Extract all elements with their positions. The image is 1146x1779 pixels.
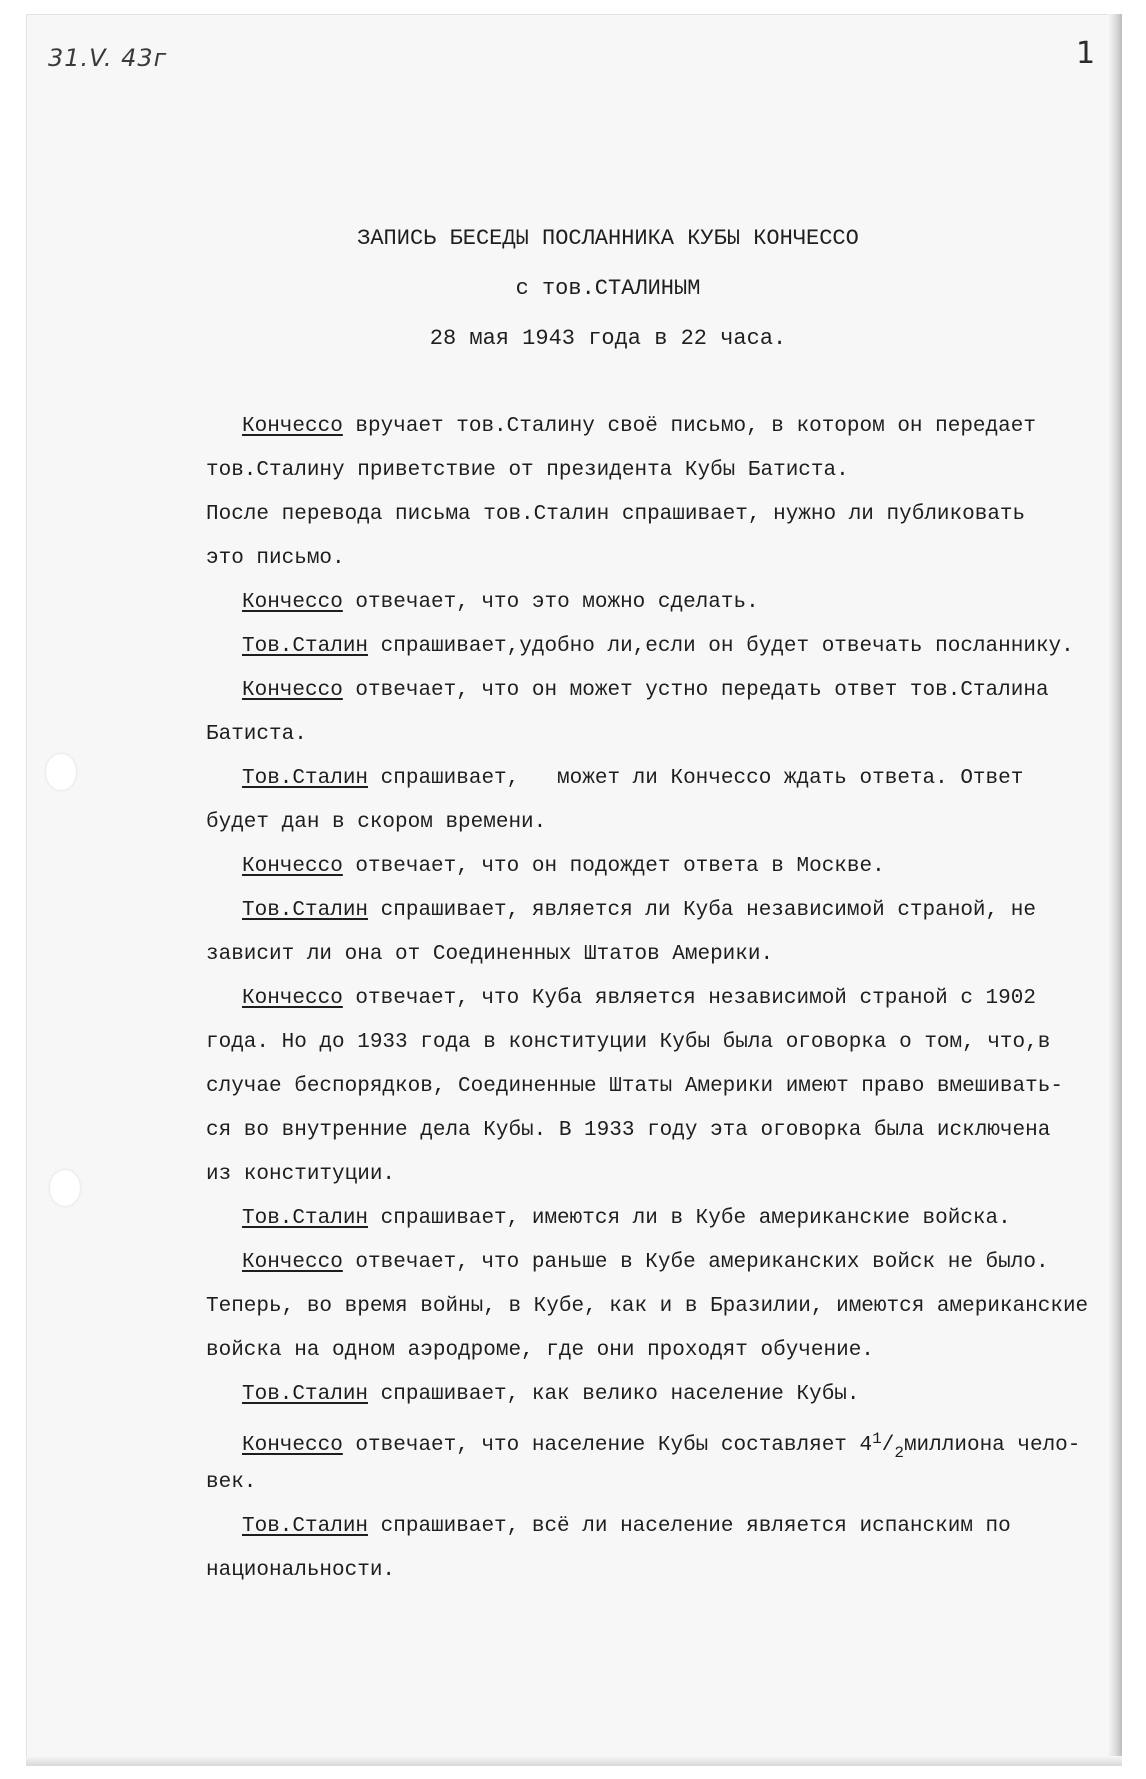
speaker-name: Тов.Сталин: [242, 899, 369, 922]
line-text: из конституции.: [206, 1163, 396, 1186]
line-text: года. Но до 1933 года в конституции Кубы была оговорка о том, что,в: [206, 1031, 1051, 1054]
document-date: 28 мая 1943 года в 22 часа.: [429, 326, 787, 351]
line-text: отвечает, что он подождет ответа в Москве.: [342, 855, 885, 878]
text-line: [206, 1074, 1063, 1100]
line-text: ся во внутренние дела Кубы. В 1933 году эта оговорка была исключена: [206, 1119, 1051, 1142]
line-text: вручает тов.Сталину своё письмо, в котором он передает: [342, 415, 1036, 438]
line-text: Теперь, во время войны, в Кубе, как и в Бразилии, имеются американские: [206, 1295, 1089, 1318]
line-text: спрашивает, является ли Куба независимой страной, не: [368, 899, 1036, 922]
speaker-name: Тов.Сталин: [242, 1515, 369, 1538]
document-subtitle: с тов.СТАЛИНЫМ: [515, 276, 701, 301]
line-text: будет дан в скором времени.: [206, 811, 547, 834]
text-line: [206, 1162, 395, 1188]
speaker-name: Кончессо: [242, 855, 343, 878]
text-line: [206, 1470, 256, 1496]
text-line: [206, 1030, 1050, 1056]
line-text: отвечает, что он может устно передать ответ тов.Сталина: [342, 679, 1049, 702]
speaker-name: Тов.Сталин: [242, 1383, 369, 1406]
punch-hole: [50, 1170, 80, 1206]
speaker-name: Кончессо: [242, 987, 343, 1010]
line-text: тов.Сталину приветствие от президента Кубы Батиста.: [206, 459, 849, 482]
line-text: отвечает, что Куба является независимой страной с 1902: [342, 987, 1036, 1010]
speaker-name: Тов.Сталин: [242, 767, 369, 790]
text-line: [242, 590, 759, 616]
line-text: Батиста.: [206, 723, 307, 746]
text-line: [206, 1118, 1050, 1144]
speaker-name: Тов.Сталин: [242, 635, 369, 658]
document-page: [26, 14, 1122, 1766]
text-line: [206, 810, 546, 836]
speaker-name: Кончессо: [242, 679, 343, 702]
line-text: отвечает, что население Кубы составляет 4: [342, 1434, 873, 1457]
text-line: [206, 546, 345, 572]
line-text: спрашивает,удобно ли,если он будет отвечать посланнику.: [368, 635, 1074, 658]
line-text: век.: [206, 1471, 257, 1494]
fraction-bar: /: [881, 1434, 895, 1457]
line-text: это письмо.: [206, 547, 345, 570]
text-line: [242, 1426, 1080, 1466]
text-line: [206, 1338, 874, 1364]
text-line: [242, 766, 1023, 792]
text-line: [242, 414, 1036, 440]
text-line: [206, 458, 849, 484]
text-line: [242, 1206, 1011, 1232]
line-text: спрашивает, может ли Кончессо ждать ответа. Ответ: [368, 767, 1024, 790]
line-text: После перевода письма тов.Сталин спрашивает, нужно ли публиковать: [206, 503, 1026, 526]
line-text: отвечает, что это можно сделать.: [342, 591, 759, 614]
speaker-name: Кончессо: [242, 415, 343, 438]
text-line: [242, 1514, 1011, 1540]
text-line: [242, 634, 1074, 660]
speaker-name: Тов.Сталин: [242, 1207, 369, 1230]
document-title: ЗАПИСЬ БЕСЕДЫ ПОСЛАННИКА КУБЫ КОНЧЕССО: [357, 226, 859, 251]
speaker-name: Кончессо: [242, 591, 343, 614]
page-number: 1: [1076, 36, 1096, 71]
text-line: [206, 502, 1025, 528]
line-text: зависит ли она от Соединенных Штатов Америки.: [206, 943, 774, 966]
text-line: [206, 722, 307, 748]
line-text: спрашивает, как велико население Кубы.: [368, 1383, 860, 1406]
speaker-name: Кончессо: [242, 1434, 343, 1457]
line-text: миллиона чело-: [903, 1434, 1081, 1457]
handwritten-date-note: 31.V. 43г: [48, 44, 168, 72]
text-line: [206, 1558, 395, 1584]
text-line: [206, 942, 773, 968]
fraction-numerator: 1: [872, 1430, 882, 1448]
text-line: [242, 1250, 1049, 1276]
text-line: [242, 1382, 860, 1408]
line-text: случае беспорядков, Соединенные Штаты Америки имеют право вмешивать-: [206, 1075, 1063, 1098]
text-line: [242, 986, 1036, 1012]
page-edge-bottom: [26, 1756, 1122, 1766]
text-line: [242, 898, 1036, 924]
text-line: [242, 854, 885, 880]
speaker-name: Кончессо: [242, 1251, 343, 1274]
fraction-denominator: 2: [894, 1444, 904, 1462]
line-text: отвечает, что раньше в Кубе американских войск не было.: [342, 1251, 1049, 1274]
line-text: национальности.: [206, 1559, 396, 1582]
line-text: спрашивает, имеются ли в Кубе американские войска.: [368, 1207, 1011, 1230]
text-line: [242, 678, 1049, 704]
line-text: войска на одном аэродроме, где они проходят обучение.: [206, 1339, 874, 1362]
punch-hole: [46, 754, 76, 790]
line-text: спрашивает, всё ли население является испанским по: [368, 1515, 1011, 1538]
text-line: [206, 1294, 1088, 1320]
